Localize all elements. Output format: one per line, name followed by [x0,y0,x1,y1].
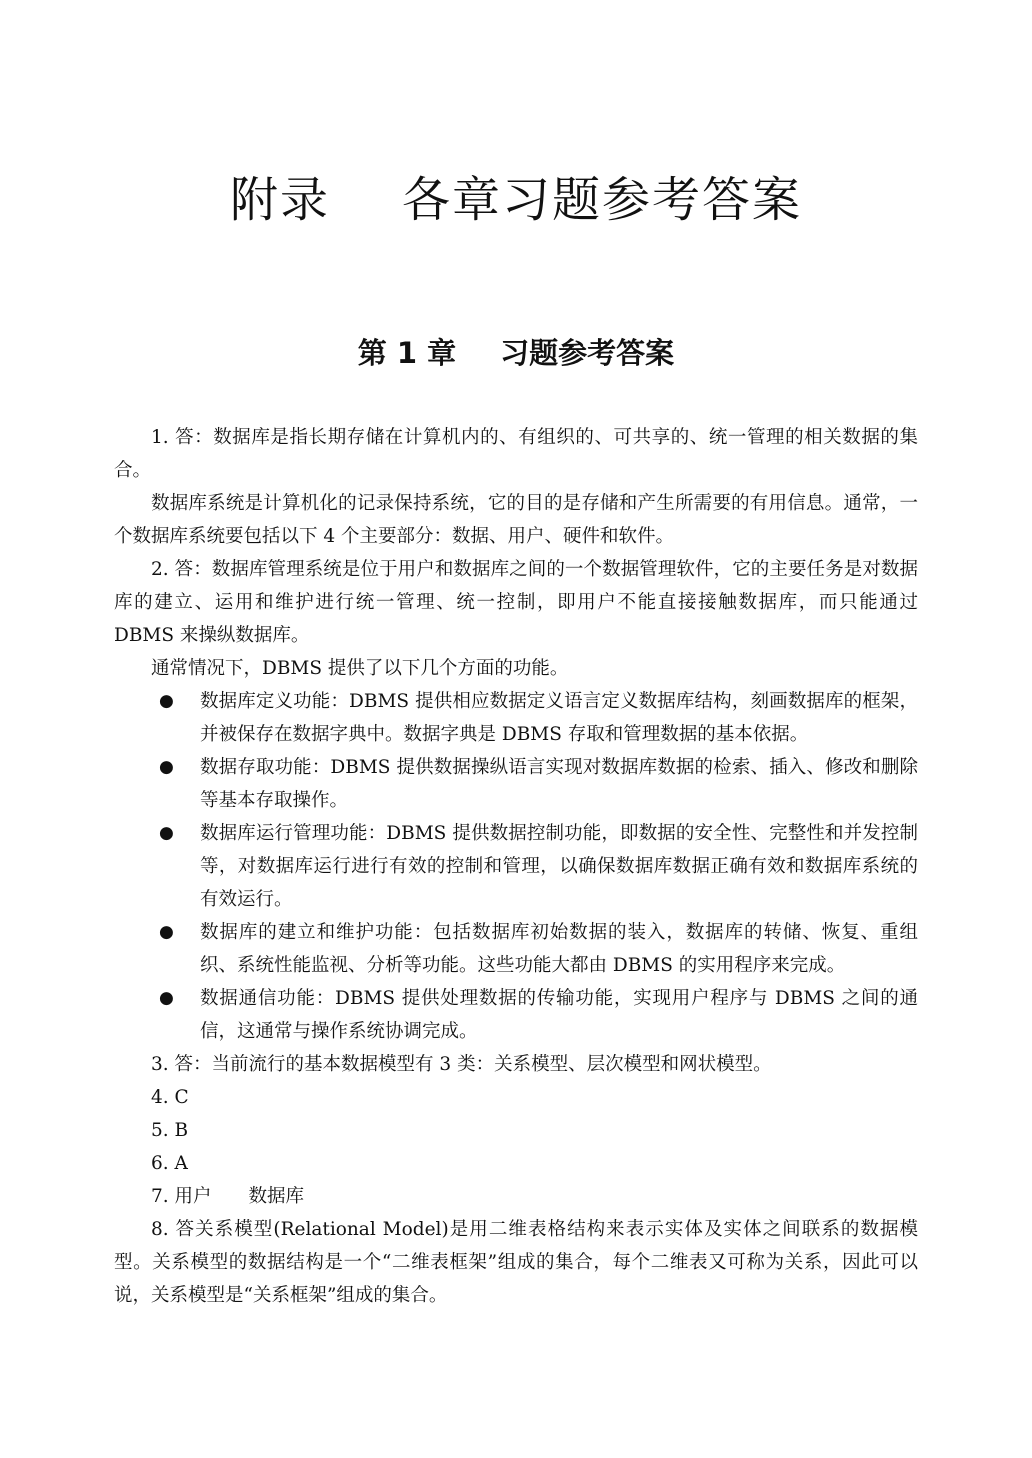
appendix-title-text: 各章习题参考答案 [402,172,803,228]
bullet-icon: ● [159,823,174,843]
answer-6: 6. A [151,1153,188,1174]
chapter-title [0,333,1032,373]
list-item-text: 数据库运行管理功能：DBMS 提供数据控制功能，即数据的安全性、完整性和并发控制等，对数据库运行进行有效的控制和管理，以确保数据库数据正确有效和数据库系统的有效运行。 [200,823,918,910]
bullet-icon: ● [159,922,174,942]
chapter-label: 第 1 章 [357,336,457,370]
answer-2-intro: 通常情况下，DBMS 提供了以下几个方面的功能。 [151,658,569,679]
appendix-label: 附录 [229,172,330,228]
answer-1-cont: 数据库系统是计算机化的记录保持系统，它的目的是存储和产生所需要的有用信息。通常，一个数据库系统要包括以下 4 个主要部分：数据、用户、硬件和软件。 [114,493,918,547]
answer-8: 8. 答关系模型(Relational Model)是用二维表格结构来表示实体及实体之间联系的数据模型。关系模型的数据结构是一个“二维表框架”组成的集合，每个二维表又可称为关系，因此可以说，关系模型是“关系框架”组成的集合。 [114,1219,918,1306]
list-item [114,982,918,1048]
bullet-icon: ● [159,988,174,1008]
bullet-icon: ● [159,757,174,777]
list-item [114,916,918,982]
bullet-icon: ● [159,691,174,711]
list-item [114,751,918,817]
answer-7: 7. 用户 数据库 [151,1186,305,1207]
answer-5: 5. B [151,1120,189,1141]
appendix-title [0,168,1032,232]
answer-4: 4. C [151,1087,189,1108]
dbms-function-list [114,685,918,1048]
chapter-title-text: 习题参考答案 [500,336,675,370]
answer-body [114,421,918,1312]
list-item-text: 数据库的建立和维护功能：包括数据库初始数据的装入，数据库的转储、恢复、重组织、系统性能监视、分析等功能。这些功能大都由 DBMS 的实用程序来完成。 [200,922,918,976]
list-item-text: 数据存取功能：DBMS 提供数据操纵语言实现对数据库数据的检索、插入、修改和删除等基本存取操作。 [200,757,918,811]
answer-3: 3. 答：当前流行的基本数据模型有 3 类：关系模型、层次模型和网状模型。 [151,1054,772,1075]
answer-2: 2. 答：数据库管理系统是位于用户和数据库之间的一个数据管理软件，它的主要任务是对数据库的建立、运用和维护进行统一管理、统一控制，即用户不能直接接触数据库，而只能通过 DBMS 来操纵数据库。 [114,559,918,646]
list-item-text: 数据通信功能：DBMS 提供处理数据的传输功能，实现用户程序与 DBMS 之间的通信，这通常与操作系统协调完成。 [200,988,918,1042]
list-item [114,685,918,751]
answer-1: 1. 答：数据库是指长期存储在计算机内的、有组织的、可共享的、统一管理的相关数据的集合。 [114,427,918,481]
list-item-text: 数据库定义功能：DBMS 提供相应数据定义语言定义数据库结构，刻画数据库的框架，并被保存在数据字典中。数据字典是 DBMS 存取和管理数据的基本依据。 [200,691,918,745]
list-item [114,817,918,916]
